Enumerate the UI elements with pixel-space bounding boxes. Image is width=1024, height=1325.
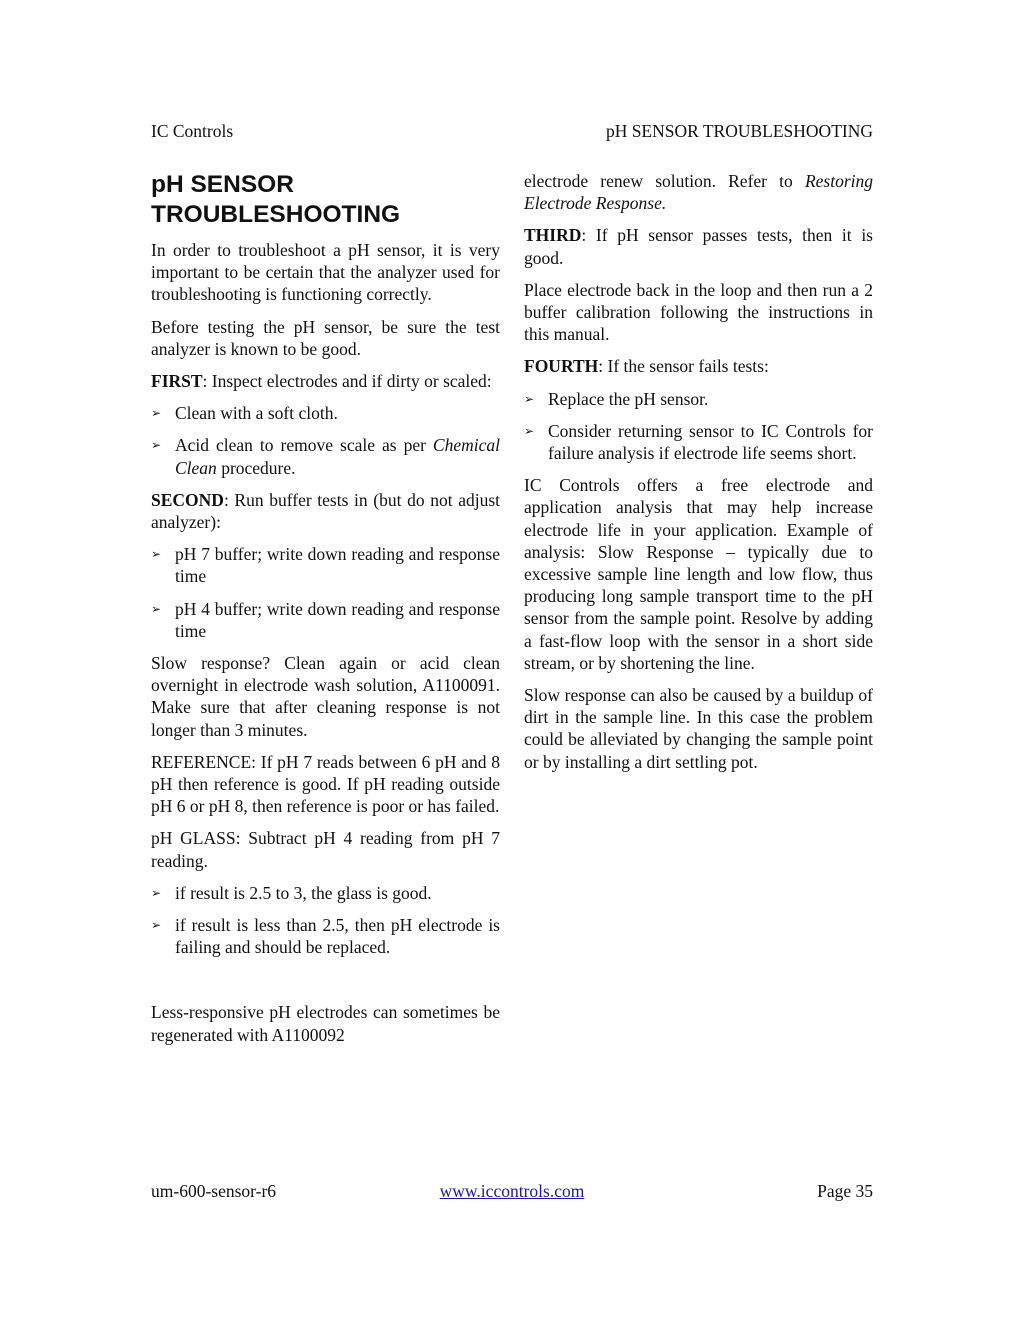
second-text: : Run buffer tests in (but do not adjust analyzer):	[151, 489, 500, 533]
third-label: THIRD	[524, 225, 582, 246]
bullet-arrow-icon: ➢	[151, 601, 162, 616]
list-item: ➢ Consider returning sensor to IC Controls for failure analysis if electrode life seems short.	[524, 420, 873, 464]
bullet-arrow-icon: ➢	[524, 423, 535, 438]
fourth-label: FOURTH	[524, 356, 599, 377]
dirt-paragraph: Slow response can also be caused by a buildup of dirt in the sample line. In this case the problem could be alleviated by changing the sample point or by installing a dirt settling pot.	[524, 685, 873, 772]
list-item: ➢ pH 4 buffer; write down reading and response time	[151, 598, 500, 641]
list-item: ➢ pH 7 buffer; write down reading and response time	[151, 544, 500, 587]
list-item: ➢ Acid clean to remove scale as per Chemical Clean procedure.	[151, 435, 500, 478]
left-column	[151, 170, 500, 1056]
list-item: ➢ if result is 2.5 to 3, the glass is good.	[151, 882, 432, 903]
restoring-reference: Restoring Electrode Response.	[524, 171, 873, 214]
bullet-arrow-icon: ➢	[151, 438, 162, 453]
renew-paragraph: electrode renew solution. Refer to Restoring Electrode Response.	[524, 171, 873, 214]
analysis-paragraph: IC Controls offers a free electrode and application analysis that may help increase electrode life in your application. Example of analysis: Slow Response – typically due to excessive sample line length and low flow, thus producing long sample transport time to the pH sensor from the sample point. Resolve by adding a fast-flow loop with the sensor in a short side stream, or by shortening the line.	[524, 475, 873, 673]
first-label: FIRST	[151, 371, 203, 392]
intro-paragraph: In order to troubleshoot a pH sensor, it is very important to be certain that the analyzer used for troubleshooting is functioning correctly.	[151, 240, 500, 305]
calibration-paragraph: Place electrode back in the loop and then run a 2 buffer calibration following the instructions in this manual.	[524, 279, 873, 345]
header-section-title: pH SENSOR TROUBLESHOOTING	[605, 121, 873, 141]
second-label: SECOND	[151, 489, 224, 510]
header-company: IC Controls	[151, 121, 234, 141]
second-step	[151, 489, 500, 533]
right-column	[524, 170, 873, 783]
bullet-arrow-icon: ➢	[151, 406, 162, 421]
regenerate-paragraph: Less-responsive pH electrodes can sometimes be regenerated with A1100092	[151, 1002, 500, 1045]
bullet-arrow-icon: ➢	[151, 547, 162, 562]
list-item: ➢ Clean with a soft cloth.	[151, 403, 338, 424]
bullet-arrow-icon: ➢	[524, 391, 535, 406]
third-step: THIRD: If pH sensor passes tests, then it is good.	[524, 225, 873, 268]
website-link[interactable]: www.iccontrols.com	[439, 1181, 585, 1201]
glass-paragraph: pH GLASS: Subtract pH 4 reading from pH 7 reading.	[151, 828, 500, 871]
bullet-arrow-icon: ➢	[151, 918, 162, 933]
page-number: Page 35	[817, 1181, 873, 1201]
list-item: ➢ if result is less than 2.5, then pH electrode is failing and should be replaced.	[151, 915, 500, 958]
fourth-step: FOURTH: If the sensor fails tests:	[524, 356, 769, 377]
analyzer-paragraph: Before testing the pH sensor, be sure the test analyzer is known to be good.	[151, 316, 500, 359]
list-item: ➢ Replace the pH sensor.	[524, 388, 709, 409]
slow-response-paragraph: Slow response? Clean again or acid clean overnight in electrode wash solution, A1100091. Make sure that after cleaning response is not longer than 3 minutes.	[151, 653, 500, 740]
reference-paragraph: REFERENCE: If pH 7 reads between 6 pH and 8 pH then reference is good. If pH reading outside pH 6 or pH 8, then reference is poor or has failed.	[151, 751, 500, 817]
bullet-arrow-icon: ➢	[151, 885, 162, 900]
first-text: : Inspect electrodes and if dirty or scaled:	[202, 371, 492, 392]
page-title: pH SENSOR TROUBLESHOOTING	[151, 171, 401, 228]
first-step	[151, 370, 500, 392]
footer-doc-id: um-600-sensor-r6	[151, 1181, 277, 1201]
